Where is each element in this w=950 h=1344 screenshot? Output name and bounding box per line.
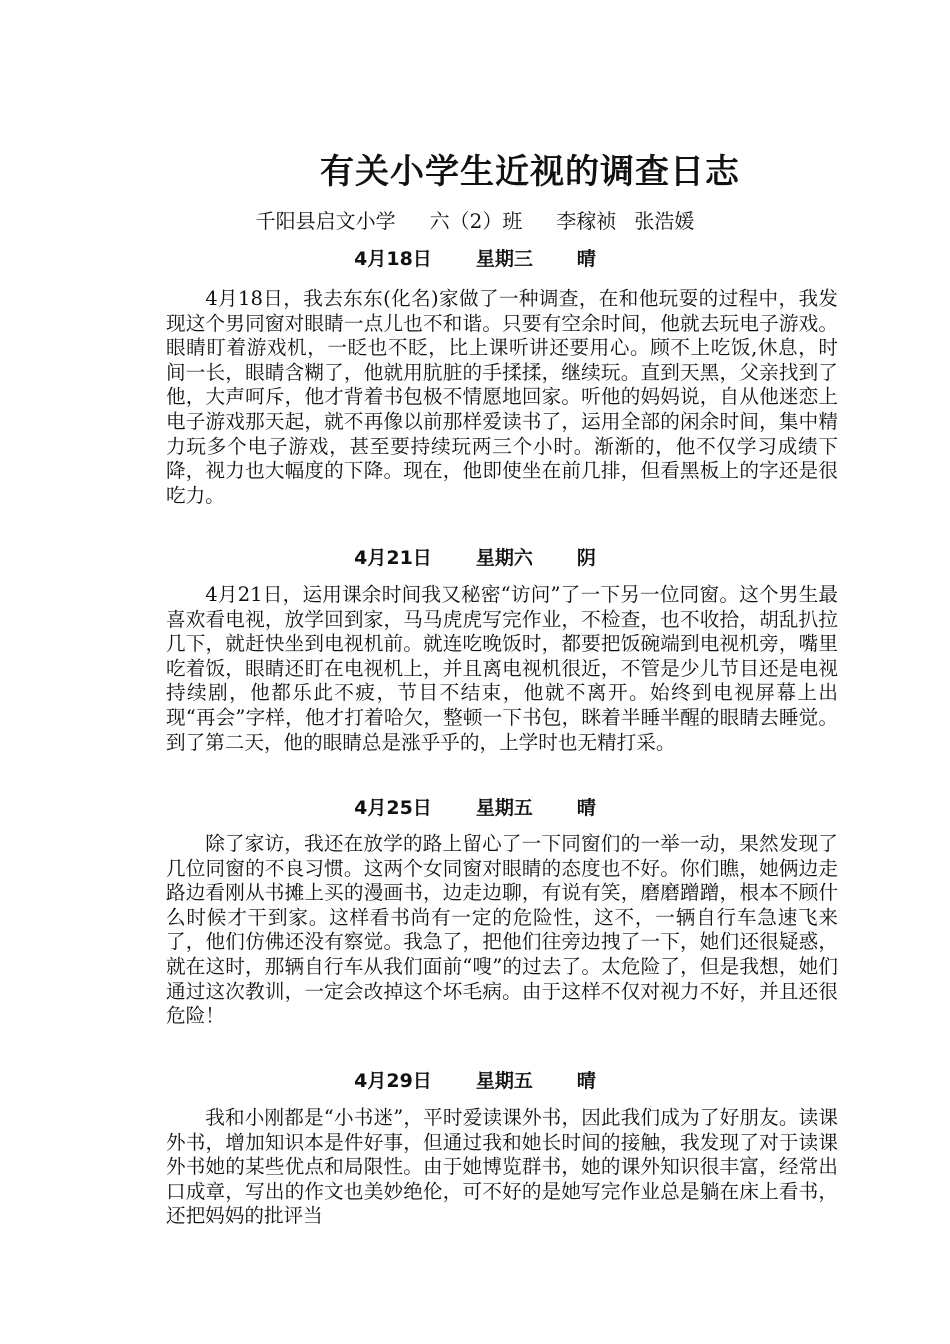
entry-date: 4月18日 (354, 248, 432, 270)
school-name: 千阳县启文小学 (255, 209, 396, 233)
entry-paragraph: 4月21日，运用课余时间我又秘密“访问”了一下另一位同窗。这个男生最喜欢看电视，放学回到家，马马虎虎写完作业，不检查，也不收拾，胡乱扒拉几下，就赶快坐到电视机前。就连吃晚饭时，都要把饭碗端到电视机旁，嘴里吃着饭，眼睛还盯在电视机上，并且离电视机很近，不管是少儿节目还是电视持续剧，他都乐此不疲，节目不结束，他就不离开。始终到电视屏幕上出现“再会”字样，他才打着哈欠，整顿一下书包，眯着半睡半醒的眼睛去睡觉。到了第二天，他的眼睛总是涨乎乎的，上学时也无精打采。 (166, 583, 838, 754)
entry-weather: 晴 (576, 248, 596, 270)
entry-weekday: 星期五 (475, 797, 533, 819)
byline (0, 207, 950, 235)
entry-weekday: 星期五 (475, 1070, 533, 1092)
entry-date: 4月29日 (354, 1070, 432, 1092)
author-name: 李稼祯 (556, 209, 617, 233)
entry-weekday: 星期三 (475, 248, 533, 270)
entry-header (0, 794, 950, 822)
entry-weather: 晴 (576, 1070, 596, 1092)
entry-paragraph: 除了家访，我还在放学的路上留心了一下同窗们的一举一动，果然发现了几位同窗的不良习惯。这两个女同窗对眼睛的态度也不好。你们瞧，她俩边走路边看刚从书摊上买的漫画书，边走边聊，有说有笑，磨磨蹭蹭，根本不顾什么时候才干到家。这样看书尚有一定的危险性，这不，一辆自行车急速飞来了，他们仿佛还没有察觉。我急了，把他们往旁边拽了一下，她们还很疑惑，就在这时，那辆自行车从我们面前“嗖”的过去了。太危险了，但是我想，她们通过这次教训，一定会改掉这个坏毛病。由于这样不仅对视力不好，并且还很危险！ (166, 832, 838, 1028)
class-name: 六（2）班 (429, 209, 523, 233)
entry-weather: 晴 (576, 797, 596, 819)
entry-header (0, 1067, 950, 1095)
entry-header (0, 245, 950, 273)
entry-weather: 阴 (576, 547, 596, 569)
entry-weekday: 星期六 (475, 547, 533, 569)
document-title: 有关小学生近视的调查日志 (320, 152, 740, 192)
entry-paragraph: 我和小刚都是“小书迷”，平时爱读课外书，因此我们成为了好朋友。读课外书，增加知识本是件好事，但通过我和她长时间的接触，我发现了对于读课外书她的某些优点和局限性。由于她博览群书，她的课外知识很丰富，经常出口成章，写出的作文也美妙绝伦，可不好的是她写完作业总是躺在床上看书，还把妈妈的批评当 (166, 1106, 838, 1228)
entry-header (0, 544, 950, 572)
entry-date: 4月21日 (354, 547, 432, 569)
author-name: 张浩媛 (634, 209, 695, 233)
entry-paragraph: 4月18日，我去东东(化名)家做了一种调查，在和他玩耍的过程中，我发现这个男同窗对眼睛一点儿也不和谐。只要有空余时间，他就去玩电子游戏。眼睛盯着游戏机，一眨也不眨，比上课听讲还要用心。顾不上吃饭,休息，时间一长，眼睛含糊了，他就用肮脏的手揉揉，继续玩。直到天黑，父亲找到了他，大声呵斥，他才背着书包极不情愿地回家。听他的妈妈说，自从他迷恋上电子游戏那天起，就不再像以前那样爱读书了，运用全部的闲余时间，集中精力玩多个电子游戏，甚至要持续玩两三个小时。渐渐的，他不仅学习成绩下降，视力也大幅度的下降。现在，他即使坐在前几排，但看黑板上的字还是很吃力。 (166, 287, 838, 507)
entry-date: 4月25日 (354, 797, 432, 819)
